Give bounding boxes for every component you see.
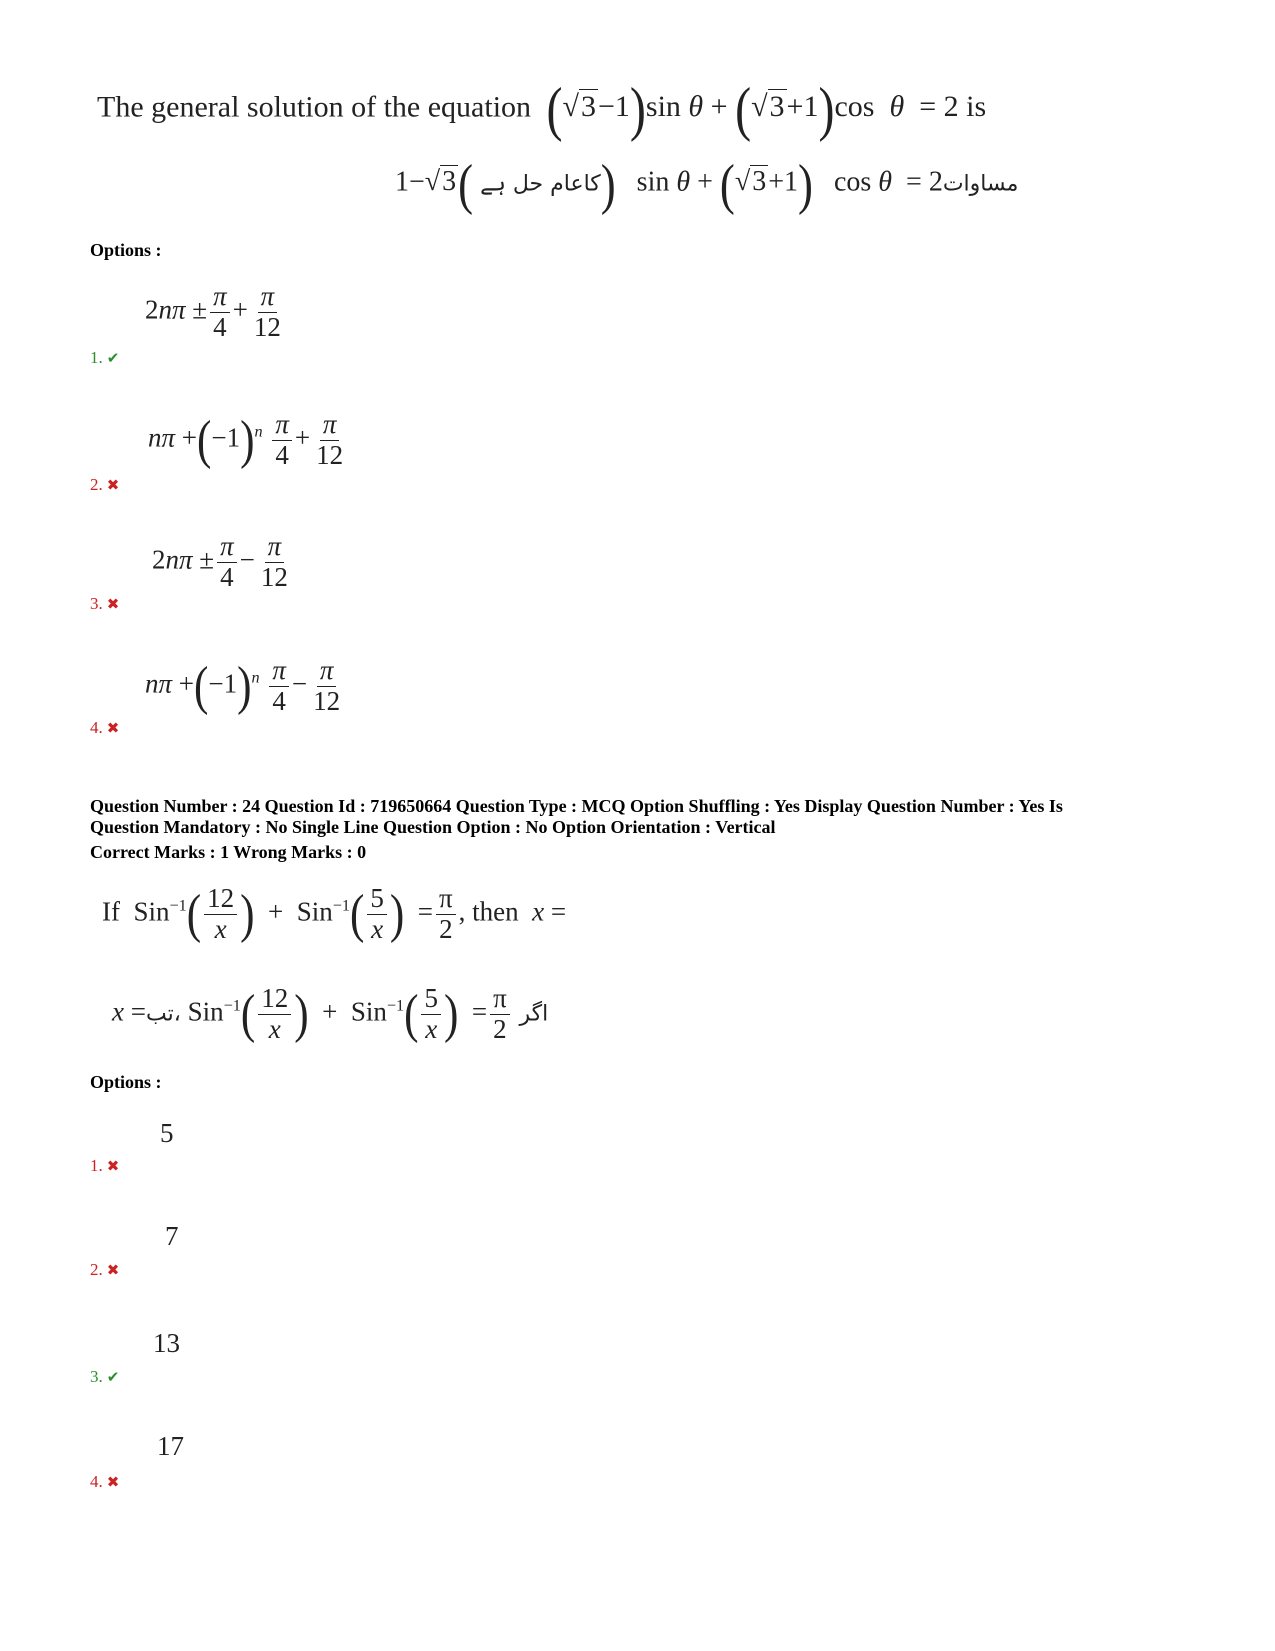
q24-options-label: Options : — [90, 1072, 162, 1092]
q24-option-4-number: 4. ✖ — [90, 1472, 120, 1491]
q24-option-1-value: 5 — [160, 1118, 174, 1148]
q24-option-4-value: 17 — [157, 1431, 184, 1461]
q24-marks: Correct Marks : 1 Wrong Marks : 0 — [90, 842, 367, 862]
check-icon: ✔ — [106, 351, 120, 367]
q23-option-2-number: 2. ✖ — [90, 475, 120, 494]
q24-meta-line-2: Question Mandatory : No Single Line Question Option : No Option Orientation : Vertical — [90, 817, 776, 837]
q23-options-label: Options : — [90, 240, 162, 260]
q23-option-1-number: 1. ✔ — [90, 348, 120, 367]
q23-option-2-expression: $n\pi +(-1)^n$ $\frac{\pi}{4}$ + $\frac{\pi}{12}$ — [148, 409, 344, 470]
q23-stem-en-prefix: The general solution of the equation — [97, 90, 532, 124]
q24-option-2-number: 2. ✖ — [90, 1260, 120, 1279]
q24-stem-ur: x =تب، Sin$^{-1}$( $\frac{12}{x}$ ) + Sin$^{-1}$( $\frac{5}{x}$ ) = $\frac{\pi}{2}$ اگر — [112, 983, 549, 1044]
q23-option-4-number: 4. ✖ — [90, 718, 120, 737]
q24-meta-line-1: Question Number : 24 Question Id : 719650664 Question Type : MCQ Option Shuffling : Yes Display Question Number : Yes Is — [90, 796, 1063, 816]
cross-icon: ✖ — [106, 1159, 120, 1175]
q23-option-4-expression: $n\pi +(-1)^n$ $\frac{\pi}{4}$ − $\frac{\pi}{12}$ — [145, 655, 341, 716]
q23-stem-ur-suffix: کاعام حل ہے — [480, 171, 601, 197]
q23-option-3-number: 3. ✖ — [90, 594, 120, 613]
q24-stem-en-if: If — [102, 896, 120, 927]
q24-stem-ur-then: تب، — [145, 1001, 181, 1027]
q24-option-3-value: 13 — [153, 1328, 180, 1358]
cross-icon: ✖ — [106, 478, 120, 494]
q23-option-3-expression: 2nπ ± $\frac{\pi}{4}$ − $\frac{\pi}{12}$ — [152, 531, 288, 592]
cross-icon: ✖ — [106, 597, 120, 613]
q23-stem-ur-prefix: مساوات — [942, 171, 1019, 197]
cross-icon: ✖ — [106, 721, 120, 737]
q23-equation: (√3−1)sin θ + (√3+1)cos θ = 2 is — [546, 76, 987, 143]
q23-option-1-expression: 2nπ ± $\frac{\pi}{4}$ + $\frac{\pi}{12}$ — [145, 281, 281, 342]
cross-icon: ✖ — [106, 1475, 120, 1491]
q24-stem-ur-if: اگر — [519, 1001, 549, 1027]
q24-option-3-number: 3. ✔ — [90, 1367, 120, 1386]
check-icon: ✔ — [106, 1370, 120, 1386]
q24-stem-en: If Sin$^{-1}$( $\frac{12}{x}$ ) + Sin$^{-1}$( $\frac{5}{x}$ ) = $\frac{\pi}{2}$ , then x = — [102, 883, 567, 944]
q24-option-1-number: 1. ✖ — [90, 1156, 120, 1175]
q24-stem-en-then: , then — [458, 896, 519, 927]
q23-stem-en — [97, 76, 987, 143]
q23-stem-ur: کاعام حل ہے (√3−1 ) sin θ + (√3+1) cos θ = 2مساوات — [395, 152, 1019, 216]
q24-option-2-value: 7 — [165, 1221, 179, 1251]
cross-icon: ✖ — [106, 1263, 120, 1279]
